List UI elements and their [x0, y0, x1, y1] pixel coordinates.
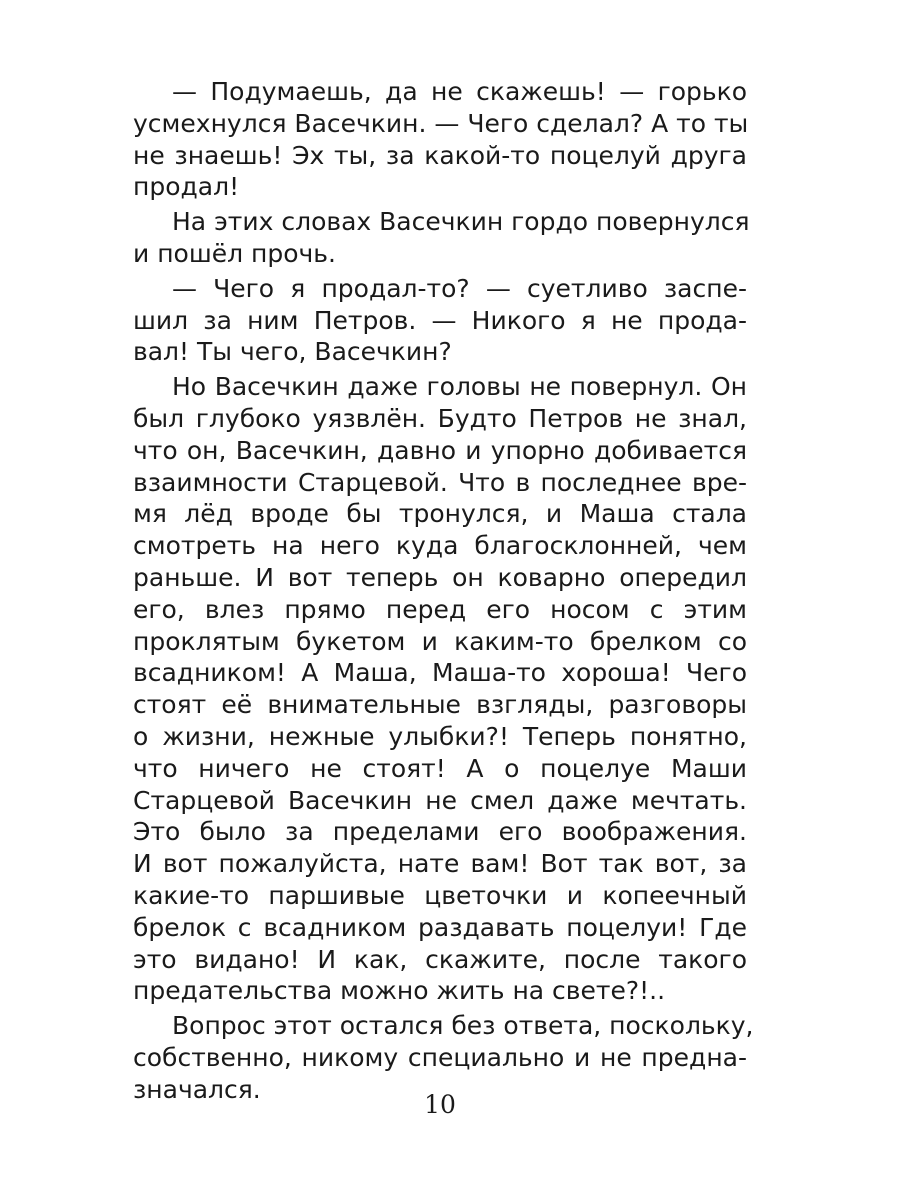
text-line: предательства можно жить на свете?!..	[133, 976, 666, 1006]
text-line: мя лёд вроде бы тронулся, и Маша стала	[133, 499, 747, 529]
text-line: взаимности Старцевой. Что в последнее вре-	[133, 467, 747, 497]
text-line: смотреть на него куда благосклонней, чем	[133, 531, 747, 561]
text-line: Но Васечкин даже головы не повернул. Он	[172, 372, 747, 402]
text-line: И вот пожалуйста, нате вам! Вот так вот, за	[133, 849, 747, 879]
text-line: шил за ним Петров. — Никого я не прода-	[133, 305, 747, 335]
paragraph	[133, 76, 747, 203]
text-line: Вопрос этот остался без ответа, поскольку,	[172, 1011, 754, 1041]
text-line: раньше. И вот теперь он коварно опередил	[133, 562, 747, 592]
text-line: не знаешь! Эх ты, за какой-то поцелуй друга	[133, 140, 747, 170]
text-line: всадником! А Маша, Маша-то хороша! Чего	[133, 658, 747, 688]
page-body	[133, 76, 754, 1109]
text-line: его, влез прямо перед его носом с этим	[133, 594, 747, 624]
text-line: продал!	[133, 172, 240, 202]
text-line: какие-то паршивые цветочки и копеечный	[133, 880, 747, 910]
text-line: стоят её внимательные взгляды, разговоры	[133, 690, 747, 720]
text-line: — Чего я продал-то? — суетливо заспе-	[172, 273, 747, 303]
text-line: — Подумаешь, да не скажешь! — горько	[172, 77, 747, 106]
text-line: Старцевой Васечкин не смел даже мечтать.	[133, 785, 747, 815]
text-line: был глубоко уязвлён. Будто Петров не знал,	[133, 403, 747, 433]
text-line: Это было за пределами его воображения.	[133, 817, 747, 847]
text-line: и пошёл прочь.	[133, 238, 336, 268]
text-line: На этих словах Васечкин гордо повернулся	[172, 207, 750, 237]
paragraph	[133, 206, 750, 270]
text-line: значался.	[133, 1074, 261, 1104]
text-line: проклятым букетом и каким-то брелком со	[133, 626, 747, 656]
text-line: вал! Ты чего, Васечкин?	[133, 337, 452, 367]
text-line: это видано! И как, скажите, после такого	[133, 944, 747, 974]
paragraph	[133, 371, 747, 1007]
page-number: 10	[424, 1090, 456, 1119]
text-line: брелок с всадником раздавать поцелуи! Где	[133, 912, 747, 942]
text-line: усмехнулся Васечкин. — Чего сделал? А то ты	[133, 108, 749, 138]
text-line: собственно, никому специально и не предна-	[133, 1042, 747, 1072]
paragraph	[133, 273, 747, 368]
text-line: что он, Васечкин, давно и упорно добивается	[133, 435, 747, 465]
text-line: что ничего не стоят! А о поцелуе Маши	[133, 753, 747, 783]
text-line: о жизни, нежные улыбки?! Теперь понятно,	[133, 721, 747, 751]
